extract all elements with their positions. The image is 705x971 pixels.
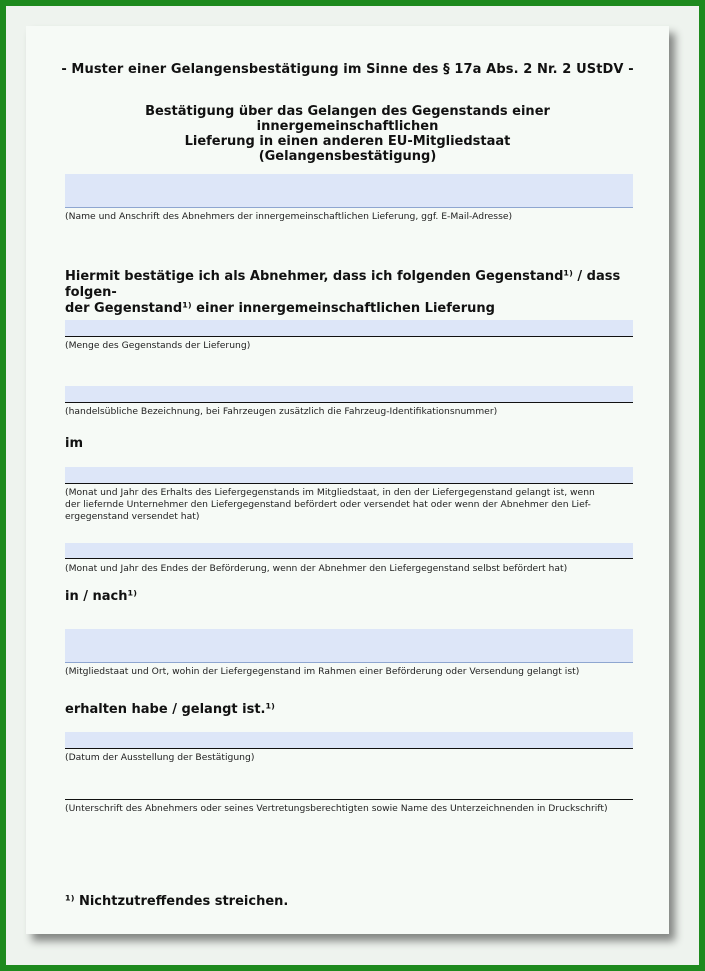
confirmation-line-2: der Gegenstand¹⁾ einer innergemeinschaftlichen Lieferung	[65, 301, 495, 316]
date-caption: (Datum der Ausstellung der Bestätigung)	[65, 752, 255, 763]
title-line-2: Lieferung in einen anderen EU-Mitgliedstaat	[184, 134, 511, 149]
member-state-field[interactable]	[65, 629, 633, 663]
title-line-3: (Gelangensbestätigung)	[258, 149, 437, 164]
document-page	[26, 26, 669, 934]
date-field[interactable]	[65, 732, 633, 749]
document-title	[56, 104, 639, 164]
month-receipt-field[interactable]	[65, 467, 633, 484]
in-nach-label: in / nach¹⁾	[65, 589, 137, 604]
month-receipt-caption-line-2: der liefernde Unternehmer den Liefergegenstand befördert oder versendet hat oder wenn der Abnehmer den Lief-	[65, 499, 591, 510]
received-statement: erhalten habe / gelangt ist.¹⁾	[65, 702, 275, 717]
name-address-field[interactable]	[65, 174, 633, 208]
member-state-caption: (Mitgliedstaat und Ort, wohin der Liefergegenstand im Rahmen einer Beförderung oder Versendung gelangt ist)	[65, 666, 580, 677]
quantity-caption: (Menge des Gegenstands der Lieferung)	[65, 340, 251, 351]
document-heading: - Muster einer Gelangensbestätigung im Sinne des § 17a Abs. 2 Nr. 2 UStDV -	[61, 62, 634, 77]
name-address-caption: (Name und Anschrift des Abnehmers der innergemeinschaftlichen Lieferung, ggf. E-Mail-Adresse)	[65, 211, 513, 222]
footnote: ¹⁾ Nichtzutreffendes streichen.	[65, 894, 289, 909]
title-line-1: Bestätigung über das Gelangen des Gegenstands einer innergemeinschaftlichen	[145, 104, 550, 134]
month-receipt-caption	[65, 487, 635, 523]
signature-caption: (Unterschrift des Abnehmers oder seines Vertretungsberechtigten sowie Name des Unterzeichnenden in Druckschrift)	[65, 803, 608, 814]
confirmation-statement	[65, 269, 635, 317]
quantity-field[interactable]	[65, 320, 633, 337]
signature-line[interactable]	[65, 799, 633, 800]
month-receipt-caption-line-1: (Monat und Jahr des Erhalts des Liefergegenstands im Mitgliedstaat, in den der Liefergegenstand gelangt ist, wenn	[65, 487, 595, 498]
month-end-caption: (Monat und Jahr des Endes der Beförderung, wenn der Abnehmer den Liefergegenstand selbst befördert hat)	[65, 563, 568, 574]
month-receipt-caption-line-3: ergegenstand versendet hat)	[65, 511, 200, 522]
month-end-field[interactable]	[65, 543, 633, 559]
description-field[interactable]	[65, 386, 633, 403]
confirmation-line-1: Hiermit bestätige ich als Abnehmer, dass ich folgenden Gegenstand¹⁾ / dass folgen-	[65, 269, 621, 300]
im-label: im	[65, 436, 84, 451]
description-caption: (handelsübliche Bezeichnung, bei Fahrzeugen zusätzlich die Fahrzeug-Identifikationsnummer)	[65, 406, 498, 417]
green-frame	[6, 6, 699, 965]
